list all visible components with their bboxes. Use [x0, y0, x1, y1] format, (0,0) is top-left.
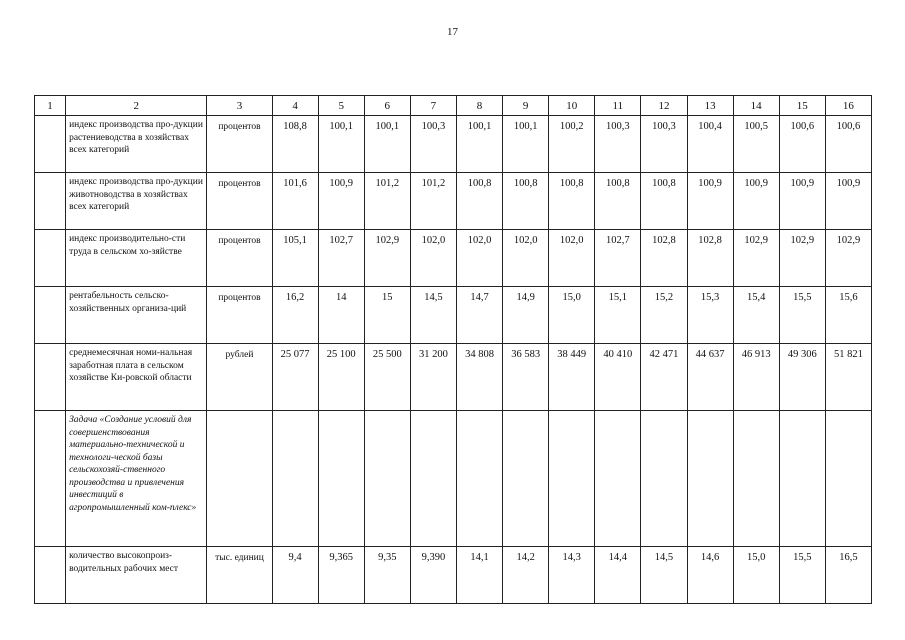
row-number-cell	[35, 547, 66, 604]
value-cell: 101,2	[410, 173, 456, 230]
value-cell: 101,2	[364, 173, 410, 230]
value-cell: 102,0	[456, 230, 502, 287]
value-cell: 15,2	[641, 287, 687, 344]
table-header-row	[35, 96, 872, 116]
value-cell: 15,5	[779, 287, 825, 344]
value-cell: 25 500	[364, 344, 410, 411]
value-cell: 42 471	[641, 344, 687, 411]
indicator-name-cell: индекс производства про-дукции животноводства в хозяйствах всех категорий	[66, 173, 207, 230]
header-cell-11: 11	[595, 96, 641, 116]
value-cell: 100,1	[456, 116, 502, 173]
header-cell-15: 15	[779, 96, 825, 116]
value-cell: 38 449	[549, 344, 595, 411]
value-cell: 100,6	[779, 116, 825, 173]
value-cell: 9,390	[410, 547, 456, 604]
value-cell: 44 637	[687, 344, 733, 411]
value-cell: 14,3	[549, 547, 595, 604]
value-cell: 15,3	[687, 287, 733, 344]
header-cell-6: 6	[364, 96, 410, 116]
header-cell-1: 1	[35, 96, 66, 116]
indicator-name-cell: рентабельность сельско-хозяйственных организа-ций	[66, 287, 207, 344]
value-cell	[410, 411, 456, 547]
value-cell	[503, 411, 549, 547]
header-cell-9: 9	[503, 96, 549, 116]
value-cell: 14	[318, 287, 364, 344]
value-cell: 102,9	[825, 230, 871, 287]
header-cell-5: 5	[318, 96, 364, 116]
task-title-cell: Задача «Создание условий для совершенствования материально-технической и технологи-ческой базы сельскохозяй-ственного производства и привлечения инвестиций в агропромышленный ком-плекс»	[66, 411, 207, 547]
value-cell: 14,1	[456, 547, 502, 604]
value-cell: 100,6	[825, 116, 871, 173]
value-cell: 100,3	[595, 116, 641, 173]
unit-cell: рублей	[207, 344, 272, 411]
row-number-cell	[35, 173, 66, 230]
table-row	[35, 411, 872, 547]
value-cell	[456, 411, 502, 547]
value-cell: 100,9	[779, 173, 825, 230]
value-cell: 51 821	[825, 344, 871, 411]
value-cell: 100,8	[641, 173, 687, 230]
header-cell-3: 3	[207, 96, 272, 116]
indicator-name-cell: количество высокопроиз-водительных рабочих мест	[66, 547, 207, 604]
value-cell: 36 583	[503, 344, 549, 411]
value-cell: 15,0	[549, 287, 595, 344]
value-cell: 25 077	[272, 344, 318, 411]
value-cell: 34 808	[456, 344, 502, 411]
indicators-table	[34, 95, 872, 604]
row-number-cell	[35, 287, 66, 344]
row-number-cell	[35, 230, 66, 287]
value-cell: 100,9	[733, 173, 779, 230]
header-cell-4: 4	[272, 96, 318, 116]
unit-cell: процентов	[207, 230, 272, 287]
unit-cell: процентов	[207, 116, 272, 173]
value-cell	[272, 411, 318, 547]
value-cell: 102,8	[641, 230, 687, 287]
value-cell: 102,0	[549, 230, 595, 287]
value-cell: 100,9	[687, 173, 733, 230]
value-cell: 100,9	[825, 173, 871, 230]
value-cell: 102,9	[733, 230, 779, 287]
value-cell: 100,9	[318, 173, 364, 230]
value-cell: 105,1	[272, 230, 318, 287]
unit-cell: тыс. единиц	[207, 547, 272, 604]
value-cell: 9,35	[364, 547, 410, 604]
table-row	[35, 287, 872, 344]
page-number: 17	[447, 26, 458, 38]
value-cell: 9,4	[272, 547, 318, 604]
value-cell: 100,8	[456, 173, 502, 230]
unit-cell	[207, 411, 272, 547]
value-cell	[779, 411, 825, 547]
value-cell	[595, 411, 641, 547]
header-cell-16: 16	[825, 96, 871, 116]
unit-cell: процентов	[207, 287, 272, 344]
table-row	[35, 173, 872, 230]
value-cell	[318, 411, 364, 547]
value-cell: 102,0	[410, 230, 456, 287]
value-cell: 100,3	[410, 116, 456, 173]
value-cell: 102,7	[318, 230, 364, 287]
table-body	[35, 96, 872, 604]
row-number-cell	[35, 116, 66, 173]
value-cell: 102,8	[687, 230, 733, 287]
value-cell	[549, 411, 595, 547]
value-cell: 14,6	[687, 547, 733, 604]
value-cell: 31 200	[410, 344, 456, 411]
header-cell-13: 13	[687, 96, 733, 116]
value-cell	[825, 411, 871, 547]
value-cell: 15,0	[733, 547, 779, 604]
value-cell: 25 100	[318, 344, 364, 411]
row-number-cell	[35, 344, 66, 411]
value-cell: 100,1	[503, 116, 549, 173]
value-cell: 9,365	[318, 547, 364, 604]
header-cell-12: 12	[641, 96, 687, 116]
header-cell-7: 7	[410, 96, 456, 116]
value-cell: 100,5	[733, 116, 779, 173]
value-cell: 15,5	[779, 547, 825, 604]
value-cell: 102,0	[503, 230, 549, 287]
value-cell: 100,8	[503, 173, 549, 230]
value-cell: 15	[364, 287, 410, 344]
value-cell	[733, 411, 779, 547]
value-cell: 14,4	[595, 547, 641, 604]
value-cell	[641, 411, 687, 547]
value-cell: 100,1	[318, 116, 364, 173]
value-cell: 101,6	[272, 173, 318, 230]
unit-cell: процентов	[207, 173, 272, 230]
table-row	[35, 230, 872, 287]
header-cell-10: 10	[549, 96, 595, 116]
value-cell: 14,5	[410, 287, 456, 344]
value-cell: 102,9	[364, 230, 410, 287]
value-cell: 15,6	[825, 287, 871, 344]
value-cell: 100,8	[549, 173, 595, 230]
header-cell-8: 8	[456, 96, 502, 116]
value-cell: 15,1	[595, 287, 641, 344]
value-cell	[364, 411, 410, 547]
value-cell	[687, 411, 733, 547]
value-cell: 16,5	[825, 547, 871, 604]
value-cell: 40 410	[595, 344, 641, 411]
header-cell-14: 14	[733, 96, 779, 116]
value-cell: 14,9	[503, 287, 549, 344]
table-row	[35, 547, 872, 604]
value-cell: 100,8	[595, 173, 641, 230]
value-cell: 14,2	[503, 547, 549, 604]
header-cell-2: 2	[66, 96, 207, 116]
value-cell: 100,2	[549, 116, 595, 173]
value-cell: 100,3	[641, 116, 687, 173]
table-row	[35, 116, 872, 173]
indicator-name-cell: среднемесячная номи-нальная заработная плата в сельском хозяйстве Ки-ровской области	[66, 344, 207, 411]
value-cell: 15,4	[733, 287, 779, 344]
value-cell: 16,2	[272, 287, 318, 344]
value-cell: 46 913	[733, 344, 779, 411]
indicator-name-cell: индекс производительно-сти труда в сельском хо-зяйстве	[66, 230, 207, 287]
value-cell: 14,7	[456, 287, 502, 344]
indicator-name-cell: индекс производства про-дукции растениеводства в хозяйствах всех категорий	[66, 116, 207, 173]
value-cell: 14,5	[641, 547, 687, 604]
row-number-cell	[35, 411, 66, 547]
table-row	[35, 344, 872, 411]
value-cell: 49 306	[779, 344, 825, 411]
value-cell: 100,4	[687, 116, 733, 173]
value-cell: 100,1	[364, 116, 410, 173]
value-cell: 108,8	[272, 116, 318, 173]
value-cell: 102,7	[595, 230, 641, 287]
value-cell: 102,9	[779, 230, 825, 287]
